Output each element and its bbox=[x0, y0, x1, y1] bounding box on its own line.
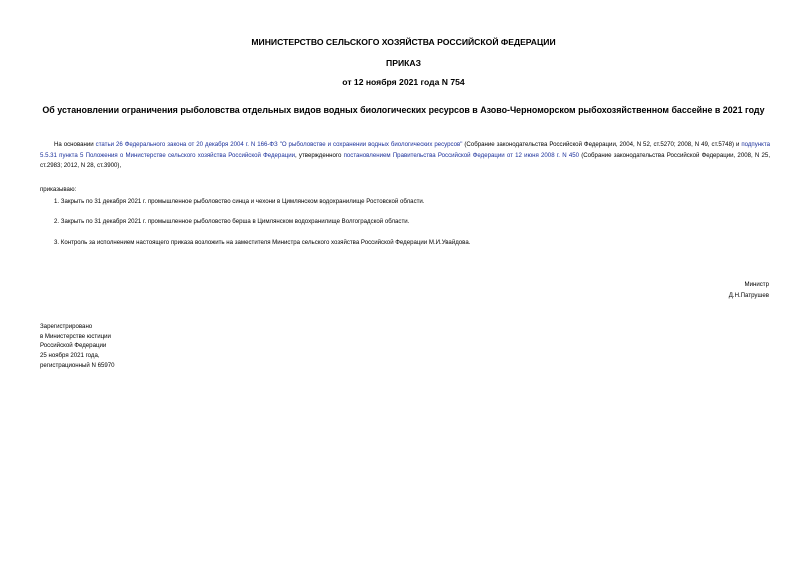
ministry-heading: МИНИСТЕРСТВО СЕЛЬСКОГО ХОЗЯЙСТВА РОССИЙСКОЙ ФЕДЕРАЦИИ bbox=[251, 37, 556, 47]
basis-text-4: (Собрание законодательства Российской Федерации, 2008, N 25, ст.2983; 2012, N 28, ст.3900), bbox=[40, 151, 771, 169]
registration-line-3: Российской Федерации bbox=[40, 342, 107, 349]
signatory-position: Министр bbox=[744, 281, 769, 288]
basis-text-3: , утвержденного bbox=[295, 151, 344, 159]
registration-line-1: Зарегистрировано bbox=[40, 323, 93, 330]
basis-text-1: На основании bbox=[54, 141, 96, 148]
doc-type-heading: ПРИКАЗ bbox=[386, 58, 421, 68]
basis-text-2: (Собрание законодательства Российской Федерации, 2004, N 52, ст.5270; 2008, N 49, ст.5748) и bbox=[462, 141, 742, 148]
doc-title: Об установлении ограничения рыболовства отдельных видов водных биологических ресурсов в Азово-Черноморском рыбохозяйственном бассейне в 2021 году bbox=[42, 105, 765, 115]
registration-line-5: регистрационный N 65970 bbox=[40, 362, 115, 369]
order-item-2: 2. Закрыть по 31 декабря 2021 г. промышленное рыболовство берша в Цимлянском водохранилище Волгоградской области. bbox=[54, 218, 410, 225]
registration-line-4: 25 ноября 2021 года, bbox=[40, 352, 100, 359]
signatory-name: Д.Н.Патрушев bbox=[728, 292, 769, 299]
doc-date-number: от 12 ноября 2021 года N 754 bbox=[342, 77, 465, 87]
federal-law-link[interactable]: статьи 26 Федерального закона от 20 декабря 2004 г. N 166-ФЗ "О рыболовстве и сохранении водных биологических ресурсов" bbox=[95, 141, 463, 148]
government-decree-link[interactable]: постановлением Правительства Российской Федерации от 12 июня 2008 г. N 450 bbox=[343, 151, 580, 159]
regulation-link[interactable]: подпункта 5.5.31 пункта 5 Положения о Министерстве сельского хозяйства Российской Федерации bbox=[40, 141, 770, 159]
order-item-1: 1. Закрыть по 31 декабря 2021 г. промышленное рыболовство синца и чехони в Цимлянском водохранилище Ростовской области. bbox=[54, 198, 425, 205]
registration-line-2: в Министерстве юстиции bbox=[40, 333, 111, 340]
basis-paragraph bbox=[40, 140, 770, 172]
order-word: приказываю: bbox=[40, 186, 77, 193]
order-item-3: 3. Контроль за исполнением настоящего приказа возложить на заместителя Министра сельского хозяйства Российской Федерации М.И.Увайдова. bbox=[54, 239, 471, 246]
